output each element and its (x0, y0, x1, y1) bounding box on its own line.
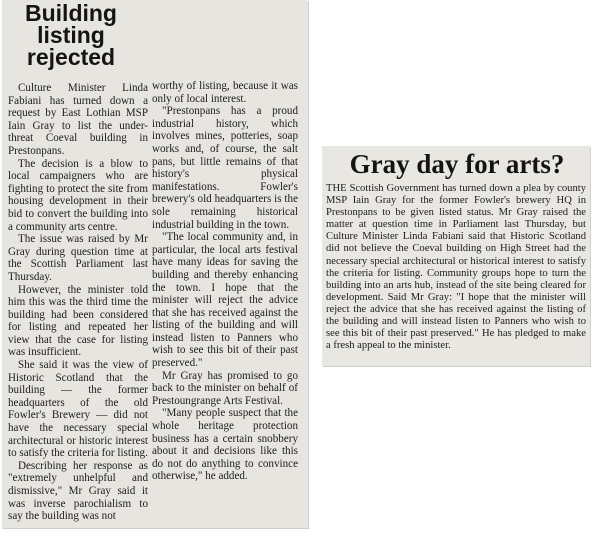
article1-column-1 (8, 82, 148, 523)
article1-paragraph: The issue was raised by Mr Gray during question time at the Scottish Parliament last Thursday. (8, 233, 148, 283)
article1-paragraph: Culture Minister Linda Fabiani has turned down a request by East Lothian MSP Iain Gray to list the under-threat Coeval building in Prestonpans. (8, 82, 148, 157)
article1-paragraph: Describing her response as "extremely unhelpful and dismissive," Mr Gray said it was inverse parochialism to say the building was not (8, 459, 148, 523)
article2-body (326, 183, 586, 352)
article1-paragraph: Mr Gray has promised to go back to the minister on behalf of Prestoungrange Arts Festival. (152, 369, 298, 407)
article2-paragraph: THE Scottish Government has turned down a plea by county MSP Iain Gray for the former Fowler's brewery HQ in Prestonpans to be given listed status. Mr Gray raised the matter at question time in Parliament last Thursday, but Culture Minister Linda Fabiani said that Historic Scotland did not believe the Coeval building on High Street had the necessary special architectural or historical interest to satisfy the criteria for listing. Community groups hope to turn the building into an arts hub, instead of the site being cleared for development. Said Mr Gray: "I hope that the minister will reject the advice that she has received against the listing of the building and will instead listen to Panners who wish to see this bit of their past preserved." He has pledged to make a fresh appeal to the minister. (326, 183, 586, 352)
article1-paragraph: "Many people suspect that the whole heritage protection business has a certain snobbery about it and decisions like this do not do anything to convince otherwise," he added. (152, 407, 298, 483)
article1-paragraph: The decision is a blow to local campaigners who are fighting to protect the site from housing development in their bid to convert the building into a community arts centre. (8, 157, 148, 233)
article1-paragraph: However, the minister told him this was the third time the building had been considered for listing and repeated her view that the case for listing was insufficient. (8, 283, 148, 359)
article1-paragraph: "Prestonpans has a proud industrial history, which involves mines, potteries, soap works and, of course, the salt pans, but little remains of that history's physical manifestations. Fowler's brewery's old headquarters is the sole remaining historical industrial building in the town. (152, 105, 298, 231)
article1-paragraph: "The local community and, in particular, the local arts festival have many ideas for saving the building and thereby enhancing the town. I hope that the minister will reject the advice that she has received against the listing of the building and will instead listen to Panners who wish to see this bit of their past preserved." (152, 231, 298, 370)
headline-gray-day: Gray day for arts? (349, 149, 565, 179)
article1-paragraph: She said it was the view of Historic Scotland that the building — the former headquarters of the old Fowler's Brewery — did not have the necessary special architectural or historic interest to satisfy the criteria for listing. (8, 359, 148, 460)
headline-building-listing: Building listing rejected (25, 0, 117, 70)
article1-column-2 (152, 80, 298, 483)
article1-paragraph-continued: worthy of listing, because it was only of local interest. (152, 80, 298, 105)
